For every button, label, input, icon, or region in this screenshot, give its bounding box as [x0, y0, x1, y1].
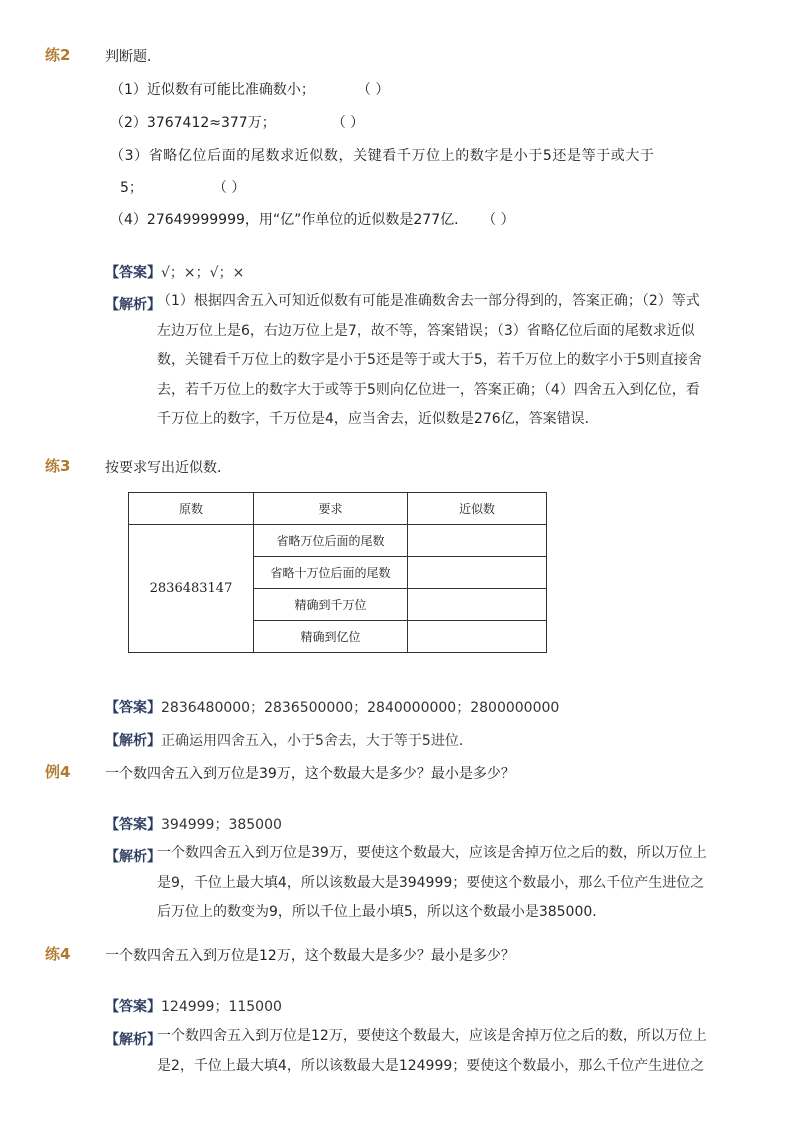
- answer-row: [105, 996, 282, 1016]
- explanation-row: [105, 730, 473, 750]
- answer-text: 394999；385000: [161, 817, 282, 833]
- table-empty-cell[interactable]: [408, 589, 547, 621]
- explanation-line: 是9，千位上最大填4，所以该数最大是394999；要使这个数最小，那么千位产生进位之: [157, 874, 705, 891]
- rounding-table: [128, 492, 547, 653]
- answer-row: [105, 697, 559, 717]
- explanation-text: [157, 839, 717, 928]
- exercise-label-2: 练2: [45, 46, 71, 64]
- exercise-2-item-3-cont: 5； （ ）: [120, 180, 246, 196]
- exercise-2-item-4: （4）27649999999，用“亿”作单位的近似数是277亿． （ ）: [110, 212, 515, 228]
- explanation-line: 一个数四舍五入到万位是12万，要使这个数最大，应该是舍掉万位之后的数，所以万位上: [157, 1028, 707, 1044]
- answer-row: [105, 262, 244, 282]
- answer-tag: 【答案】: [105, 700, 161, 716]
- exercise-label-3: 练3: [45, 457, 71, 475]
- table-number-cell: 2836483147: [129, 525, 254, 653]
- answer-tag: 【答案】: [105, 817, 161, 833]
- table-empty-cell[interactable]: [408, 525, 547, 557]
- explanation-line: 左边万位上是6，右边万位上是7，故不等，答案错误；（3）省略亿位后面的尾数求近似: [157, 322, 695, 339]
- explanation-line: 后万位上的数变为9，所以千位上最小填5，所以这个数最小是385000．: [157, 904, 607, 920]
- table-header: 近似数: [408, 493, 547, 525]
- table-requirement: 省略十万位后面的尾数: [254, 557, 408, 589]
- explanation-line: 去，若千万位上的数字大于或等于5则向亿位进一，答案正确；（4）四舍五入到亿位，看: [157, 381, 700, 398]
- answer-text: 124999；115000: [161, 999, 282, 1015]
- table-empty-cell[interactable]: [408, 621, 547, 653]
- table-header: 原数: [129, 493, 254, 525]
- table-empty-cell[interactable]: [408, 557, 547, 589]
- exercise-2-title: 判断题．: [105, 49, 161, 65]
- explanation-text: [157, 287, 717, 435]
- exercise-2-item-1: （1）近似数有可能比准确数小； （ ）: [110, 82, 390, 98]
- exercise-4-title: 一个数四舍五入到万位是12万，这个数最大是多少？最小是多少？: [105, 948, 515, 964]
- explanation-tag: 【解析】: [105, 733, 161, 749]
- exercise-3-title: 按要求写出近似数．: [105, 460, 231, 476]
- exercise-label-4: 练4: [45, 945, 71, 963]
- example-label-4: 例4: [45, 763, 71, 781]
- exercise-2-item-2: （2）3767412≈377万； （ ）: [110, 115, 365, 131]
- exercise-2-item-3: （3）省略亿位后面的尾数求近似数，关键看千万位上的数字是小于5还是等于或大于: [110, 148, 655, 164]
- explanation-tag: 【解析】: [105, 849, 161, 865]
- explanation-line: 数，关键看千万位上的数字是小于5还是等于或大于5，若千万位上的数字小于5则直接舍: [157, 352, 702, 368]
- answer-text: 2836480000；2836500000；2840000000；2800000000: [161, 700, 560, 716]
- explanation-line: 一个数四舍五入到万位是39万，要使这个数最大，应该是舍掉万位之后的数，所以万位上: [157, 845, 707, 861]
- table-header: 要求: [254, 493, 408, 525]
- table-requirement: 省略万位后面的尾数: [254, 525, 408, 557]
- answer-tag: 【答案】: [105, 265, 161, 281]
- answer-row: [105, 814, 282, 834]
- table-requirement: 精确到亿位: [254, 621, 408, 653]
- explanation-line: （1）根据四舍五入可知近似数有可能是准确数舍去一部分得到的，答案正确；（2）等式: [157, 293, 700, 309]
- explanation-line: 是2，千位上最大填4，所以该数最大是124999；要使这个数最小，那么千位产生进位之: [157, 1057, 705, 1074]
- explanation-line: 千万位上的数字，千万位是4，应当舍去，近似数是276亿，答案错误．: [157, 411, 599, 427]
- explanation-tag: 【解析】: [105, 1032, 161, 1048]
- explanation-tag: 【解析】: [105, 297, 161, 313]
- table-requirement: 精确到千万位: [254, 589, 408, 621]
- answer-text: √；×；√；×: [161, 265, 245, 281]
- example-4-title: 一个数四舍五入到万位是39万，这个数最大是多少？最小是多少？: [105, 766, 515, 782]
- explanation-text: 正确运用四舍五入，小于5舍去，大于等于5进位．: [161, 733, 473, 749]
- answer-tag: 【答案】: [105, 999, 161, 1015]
- explanation-text: [157, 1022, 717, 1081]
